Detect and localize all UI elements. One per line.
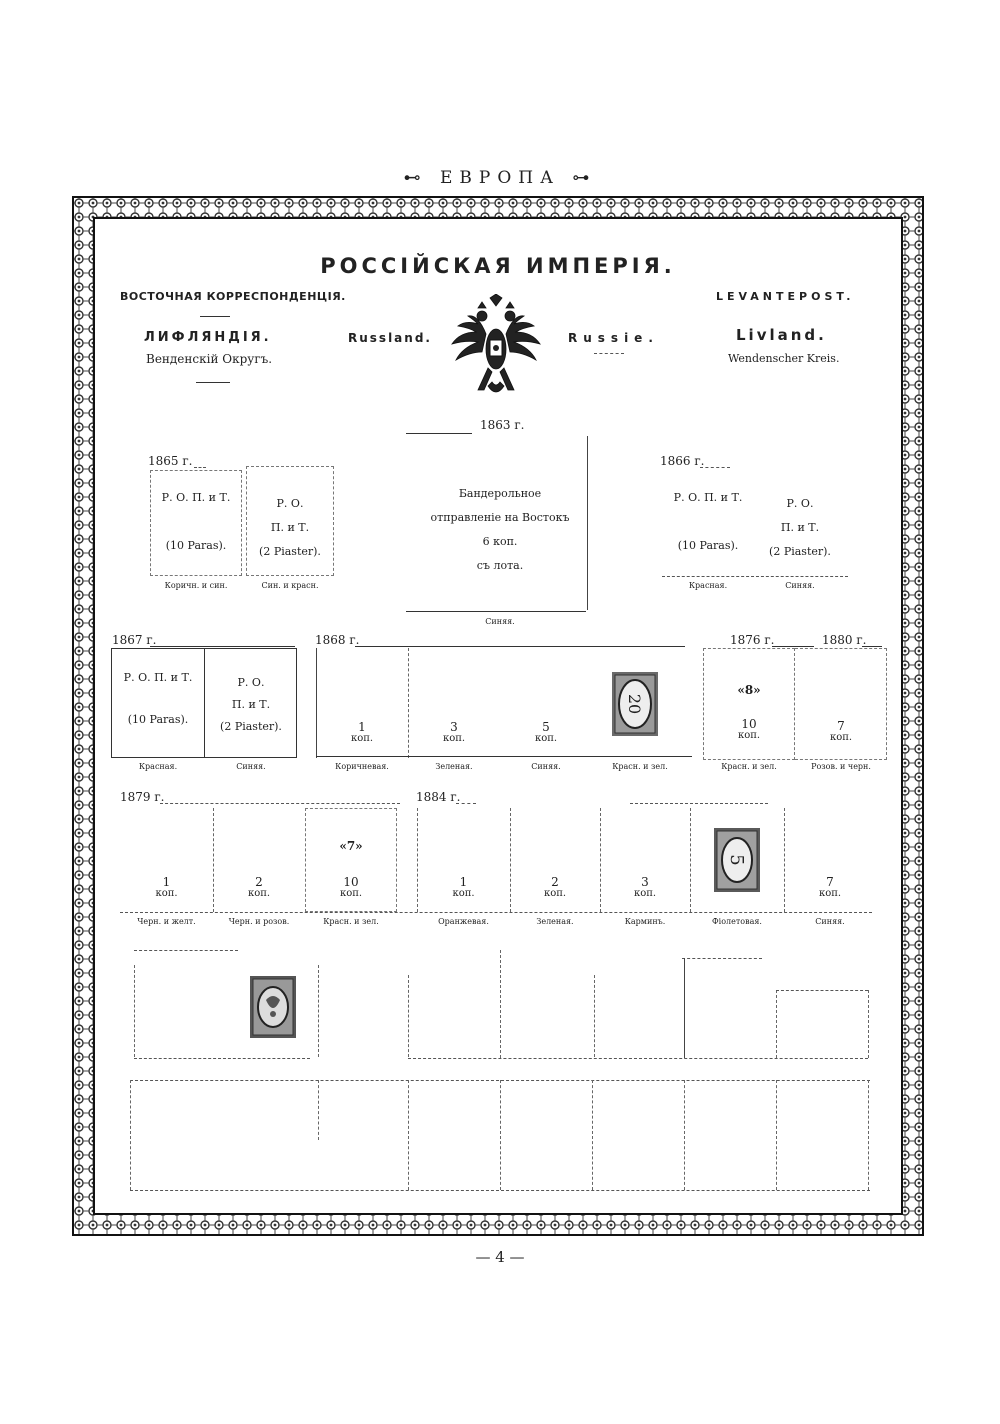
divider [200,316,230,317]
stamp-unit: коп. [818,888,842,899]
rule [150,646,295,647]
rule [408,1058,868,1059]
rule [684,1080,685,1190]
year-1876: 1876 г. [730,633,775,647]
stamp-unit: коп. [155,888,178,899]
stamp-1884-5-color: Синяя. [815,917,845,926]
rule [134,950,238,951]
page-number: — 4 — [475,1248,525,1266]
stamp-1865-2-text [246,492,334,564]
year-1884: 1884 г. [416,790,461,804]
double-headed-eagle-icon [448,294,544,404]
stamp-1884-3 [600,876,690,900]
year-1866: 1866 г. [660,454,705,468]
stamp-text: Р. О. П. и Т. [673,491,743,504]
rule [456,803,476,804]
stamp-unit: коп. [442,733,466,744]
stamp-value: 2 [255,875,263,889]
stamp-value: 3 [450,720,458,734]
divider [594,353,624,354]
stamp-1880 [795,720,887,744]
section-title: ЕВРОПА [440,168,560,188]
section-header [0,168,1000,188]
stamp-image-1868 [612,672,658,736]
year-1867: 1867 г. [112,633,157,647]
stamp-value: 1 [358,720,366,734]
stamp-1863-color: Синяя. [485,617,515,626]
rule [500,1080,501,1190]
stamp-text: Р. О. [276,497,304,510]
rule [868,1080,869,1190]
russie-label: Russie. [568,331,659,345]
stamp-text: (2 Piaster). [259,545,321,558]
stamp-image-value: 5 [726,854,747,866]
stamp-1868-1-color: Коричневая. [335,762,389,771]
rule [684,958,685,1058]
rule [862,646,882,647]
rule [630,803,768,804]
stamp-1876-color: Красн. и зел. [721,762,777,771]
rule [318,1080,319,1140]
rule [776,990,868,991]
ornament-left-icon: ⊷ [403,168,428,188]
stamp-1866-2-text [756,492,844,564]
stamp-1867-1-color: Красная. [138,762,178,771]
left-region: ЛИФЛЯНДІЯ. [144,330,272,345]
stamp-unit: коп. [633,888,657,899]
rule [594,975,595,1057]
stamp-1868-2 [408,721,500,745]
rule [587,436,588,610]
stamp-image-row5 [250,976,296,1038]
stamp-1865-1-color: Коричн. и син. [164,581,228,590]
stamp-unit: коп. [737,730,761,741]
band-line-1: Бандерольное [458,487,542,500]
rule [690,808,691,912]
stamp-text: П. и Т. [780,521,820,534]
stamp-text: П. и Т. [231,698,271,711]
stamp-1866-1-color: Красная. [688,581,728,590]
rule [134,1058,310,1059]
stamp-1880-color: Розов. и черн. [811,762,871,771]
rule [500,950,501,1058]
stamp-1867-2-color: Синяя. [236,762,266,771]
stamp-1868-1 [316,721,408,745]
band-line-4: съ лота. [476,559,524,572]
rule [700,467,730,468]
band-line-2: отправленіе на Востокъ [430,511,570,524]
rule [408,1080,409,1190]
rule [868,990,869,1058]
stamp-unit: коп. [452,888,475,899]
rule [776,990,777,1058]
stamp-unit: коп. [350,733,374,744]
stamp-1884-3-color: Карминъ. [624,917,666,926]
stamp-1884-2 [510,876,600,900]
right-region: Livland. [736,326,827,344]
divider [196,382,230,383]
stamp-1868-3-color: Синяя. [531,762,561,771]
rule [406,611,586,612]
stamp-1865-1-text [150,492,242,552]
stamp-1879-1-color: Черн. и желт. [137,917,196,926]
stamp-1868-3 [500,721,592,745]
year-1879: 1879 г. [120,790,165,804]
rule [406,433,472,434]
stamp-value: 7 [837,719,845,733]
left-heading: ВОСТОЧНАЯ КОРРЕСПОНДЕНЦІЯ. [120,290,346,303]
stamp-1868-2-color: Зеленая. [435,762,473,771]
ornament-right-icon: ⊶ [572,168,597,188]
stamp-value: 1 [162,875,171,889]
stamp-value: 2 [551,875,559,889]
stamp-1863-band [420,482,580,578]
stamp-1879-3 [305,840,397,900]
stamp-1866-1-text [662,492,754,552]
stamp-1879-3-color: Красн. и зел. [323,917,379,926]
stamp-text: (10 Paras). [677,539,739,552]
russland-label: Russland. [348,331,432,345]
rule [592,1080,593,1190]
stamp-1884-1 [417,876,510,900]
rule [355,646,685,647]
stamp-unit: коп. [534,733,558,744]
stamp-value: 3 [641,875,649,889]
rule [316,756,692,757]
stamp-1884-1-color: Оранжевая. [438,917,489,926]
stamp-overprint: «8» [737,683,761,697]
rule [130,1080,131,1190]
rule [662,576,848,577]
stamp-1865-2-color: Син. и красн. [261,581,319,590]
rule [120,912,872,913]
page-title: РОССІЙСКАЯ ИМПЕРІЯ. [320,254,676,278]
stamp-text: Р. О. [786,497,814,510]
stamp-1876 [703,684,795,742]
stamp-value: 1 [459,875,468,889]
stamp-unit: коп. [543,888,567,899]
stamp-text: (10 Paras). [127,713,189,726]
stamp-text: Р. О. П. и Т. [123,671,193,684]
stamp-text: (2 Piaster). [769,545,831,558]
stamp-1884-2-color: Зеленая. [536,917,574,926]
stamp-text: Р. О. П. и Т. [161,491,231,504]
right-heading: LEVANTEPOST. [716,290,855,303]
stamp-1867-2-text [205,672,297,738]
rule [134,965,135,1057]
stamp-1868-4-color: Красн. и зел. [612,762,668,771]
stamp-unit: коп. [247,888,271,899]
stamp-value: 10 [343,875,359,889]
rule [194,467,206,468]
stamp-text: (2 Piaster). [220,720,282,733]
rule [776,1080,777,1190]
right-district: Wendenscher Kreis. [728,352,840,365]
rule [130,1190,870,1191]
rule [772,646,814,647]
left-district: Венденскій Округъ. [146,352,273,366]
stamp-1867-1-text [111,672,205,726]
stamp-1879-2-color: Черн. и розов. [228,917,290,926]
stamp-value: 7 [826,875,834,889]
stamp-overprint: «7» [339,839,363,853]
stamp-unit: коп. [829,732,853,743]
stamp-image-value: 20 [625,693,644,715]
stamp-1879-1 [120,876,213,900]
stamp-value: 5 [542,720,550,734]
stamp-1884-4-color: Фіолетовая. [712,917,762,926]
year-1865: 1865 г. [148,454,193,468]
stamp-text: П. и Т. [270,521,310,534]
stamp-value: 10 [741,717,757,731]
stamp-1866-2-color: Синяя. [785,581,815,590]
band-line-3: 6 коп. [482,535,518,548]
stamp-text: (10 Paras). [165,539,227,552]
year-1880: 1880 г. [822,633,867,647]
stamp-1879-2 [213,876,305,900]
stamp-unit: коп. [339,888,363,899]
rule [408,975,409,1057]
rule [682,958,762,959]
stamp-text: Р. О. [237,676,265,689]
rule [160,803,400,804]
year-1868: 1868 г. [315,633,360,647]
year-1863: 1863 г. [480,418,525,432]
stamp-1884-5 [784,876,876,900]
rule [318,965,319,1057]
stamp-image-1884 [714,828,760,892]
